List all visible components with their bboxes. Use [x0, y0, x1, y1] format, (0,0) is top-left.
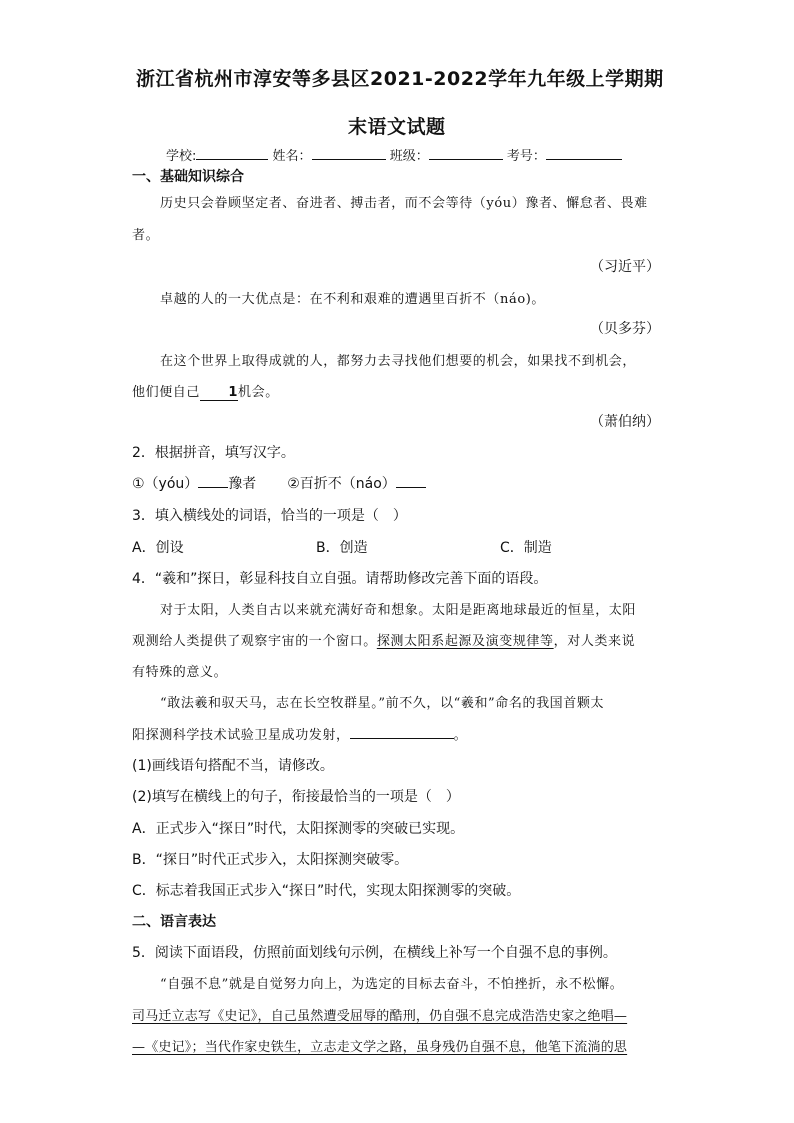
number-blank[interactable] [546, 159, 622, 160]
quote2: 卓越的人的一大优点是：在不利和艰难的遭遇里百折不（náo)。 [160, 292, 546, 307]
p4-line5 [132, 724, 467, 743]
p5-line2: 司马迁立志写《史记》，自己虽然遭受屈辱的酷刑，仍自强不息完成浩浩史家之绝唱— [132, 1009, 628, 1024]
question-4-1: (1)画线语句搭配不当，请修改。 [132, 758, 334, 774]
question-5: 5．阅读下面语段，仿照前面划线句示例，在横线上补写一个自强不息的事例。 [132, 945, 617, 961]
name-blank[interactable] [312, 159, 386, 160]
number-label: 考号： [506, 149, 546, 164]
quote2-source: （贝多芬） [590, 321, 660, 337]
q2-option1-blank[interactable] [198, 487, 228, 488]
quote1-line2: 者。 [132, 228, 160, 243]
question-2-options [132, 473, 426, 493]
school-label: 学校: [166, 149, 197, 164]
student-info-row [166, 145, 622, 164]
q3-option-c[interactable]: C．制造 [500, 540, 552, 556]
class-label: 班级： [389, 149, 429, 164]
question-3: 3．填入横线处的词语，恰当的一项是（ ） [132, 508, 407, 524]
name-label: 姓名： [272, 149, 312, 164]
p4-line1: 对于太阳，人类自古以来就充满好奇和想象。太阳是距离地球最近的恒星，太阳 [160, 603, 637, 618]
p4-line3: 有特殊的意义。 [132, 665, 228, 680]
question-4-2: (2)填写在横线上的句子，衔接最恰当的一项是（ ） [132, 789, 460, 805]
quote3-blank[interactable] [200, 385, 238, 401]
p5-line1: “自强不息”就是自觉努力向上，为选定的目标去奋斗，不怕挫折，永不松懈。 [160, 977, 624, 992]
quote3-line2-post: 机会。 [238, 385, 279, 400]
q3-option-b[interactable]: B．创造 [316, 540, 368, 556]
class-blank[interactable] [429, 159, 503, 160]
q4-option-c[interactable]: C．标志着我国正式步入“探日”时代，实现太阳探测零的突破。 [132, 883, 521, 899]
quote3-line2-pre: 他们便自己 [132, 385, 201, 400]
quote3-blank-number: 1 [228, 385, 239, 400]
q3-option-a[interactable]: A．创设 [132, 540, 184, 556]
question-2: 2．根据拼音，填写汉字。 [132, 445, 295, 461]
quote3-line2 [132, 381, 279, 401]
p4-line2-pre: 观测给人类提供了观察宇宙的一个窗口。 [132, 634, 377, 649]
p4-line5-post: 。 [453, 728, 468, 743]
p4-line2-post: ，对人类来说 [553, 634, 636, 649]
p4-blank[interactable] [350, 738, 454, 739]
quote1-source: （习近平） [590, 259, 660, 275]
q2-option1-label: ①（yóu） [132, 476, 199, 492]
q2-option2-label: ②百折不（náo） [287, 476, 396, 492]
quote3-line1: 在这个世界上取得成就的人，都努力去寻找他们想要的机会，如果找不到机会， [160, 354, 637, 369]
q2-option2-blank[interactable] [396, 487, 426, 488]
quote3-source: （萧伯纳） [590, 414, 660, 430]
p4-line2 [132, 630, 635, 649]
question-4: 4．“羲和”探日，彰显科技自立自强。请帮助修改完善下面的语段。 [132, 571, 548, 587]
school-blank[interactable] [196, 159, 268, 160]
p4-line5-pre: 阳探测科学技术试验卫星成功发射， [132, 728, 350, 743]
q4-option-a[interactable]: A．正式步入“探日”时代，太阳探测零的突破已实现。 [132, 821, 465, 837]
page-title-line1: 浙江省杭州市淳安等多县区2021-2022学年九年级上学期期 [136, 68, 664, 90]
p4-underlined-sentence: 探测太阳系起源及演变规律等 [376, 634, 554, 649]
q4-option-b[interactable]: B．“探日”时代正式步入，太阳探测突破零。 [132, 852, 409, 868]
p5-line3: —《史记》；当代作家史铁生，立志走文学之路，虽身残仍自强不息，他笔下流淌的思 [132, 1040, 628, 1055]
section2-heading: 二、语言表达 [132, 914, 216, 930]
section1-heading: 一、基础知识综合 [132, 169, 244, 185]
quote1-line1: 历史只会眷顾坚定者、奋进者、搏击者，而不会等待（yóu）豫者、懈怠者、畏难 [160, 196, 648, 211]
p4-line4: “敢法羲和驭天马，志在长空牧群星。”前不久，以“羲和”命名的我国首颗太 [160, 696, 605, 711]
page-title-line2: 末语文试题 [348, 116, 446, 138]
q2-option1-post: 豫者 [228, 476, 257, 492]
